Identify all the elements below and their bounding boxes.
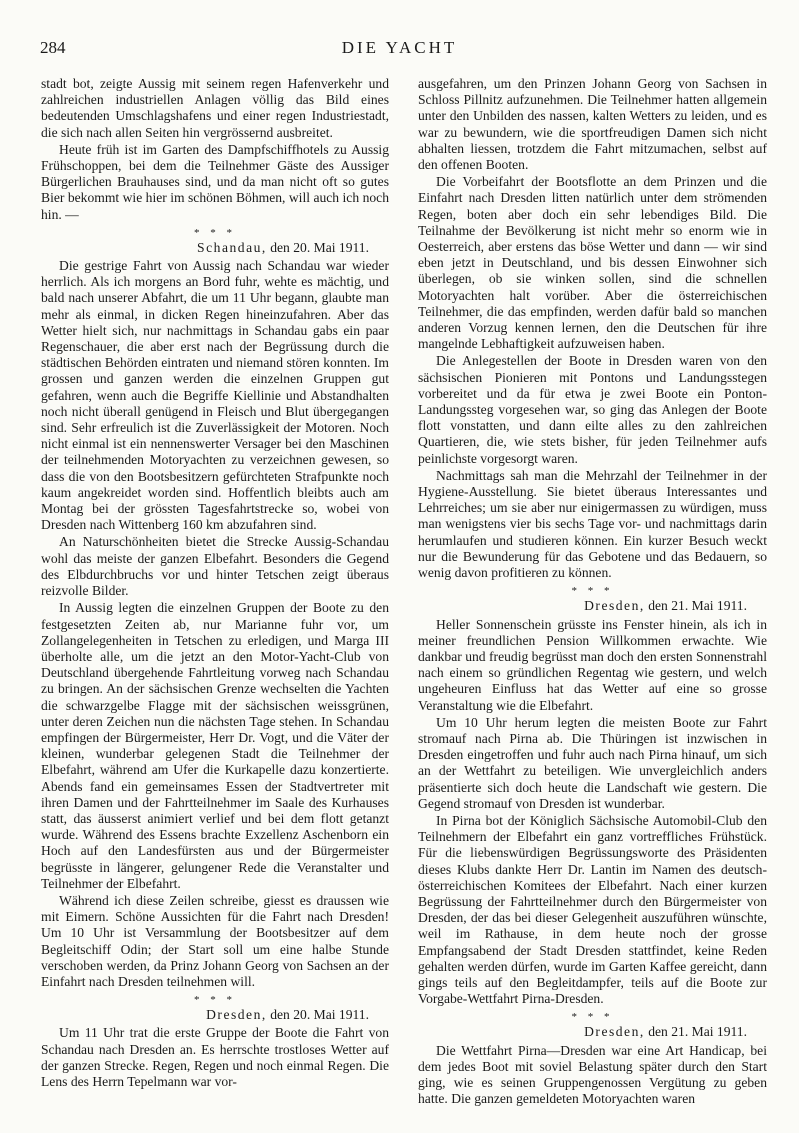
paragraph: Heute früh ist im Garten des Dampfschiffhotels zu Aussig Frühschoppen, bei dem die Teilnehmer Gäste des Aussiger Bürgerlichen Brauhauses sind, und da man nicht oft so gutes Bier bekommt wie hier im schönen Böhmen, will auch ich noch hin. — (41, 141, 389, 222)
dateline (41, 240, 369, 256)
section-separator: * * * (194, 994, 236, 1007)
dateline-date: den 20. Mai 1911. (270, 239, 369, 255)
dateline-date: den 20. Mai 1911. (270, 1007, 369, 1023)
paragraph: Die Wettfahrt Pirna—Dresden war eine Art Handicap, bei dem jedes Boot mit soviel Belastung später durch den Start ging, wie es seinen Gruppengenossen Vergütung zu geben hatte. Die ganzen gemeldeten Motoryachten waren (418, 1042, 767, 1107)
dateline (418, 1024, 747, 1040)
dateline-date: den 21. Mai 1911. (648, 1024, 747, 1040)
page-number: 284 (40, 38, 66, 57)
dateline (418, 598, 747, 614)
paragraph: Heller Sonnenschein grüsste ins Fenster hinein, als ich in meiner freundlichen Pension Willkommen erwachte. Wie dankbar und freudig begrüsst man doch den ersten Sonnenstrahl nach einem so gründlichen Regentag wie gestern, und welch ungeheuren Einfluss hat das Wetter auf eine so grosse Veranstaltung wie die Elbefahrt. (418, 616, 767, 713)
page-header (0, 38, 799, 68)
paragraph: Um 10 Uhr herum legten die meisten Boote zur Fahrt stromauf nach Pirna ab. Die Thüringen ist inzwischen in Dresden eingetroffen und fuhr auch nach Pirna hinauf, um sich an der Wettfahrt zu beteiligen. Wie unvergleichlich anders präsentierte sich doch heute die Landschaft wie gestern. Die Gegend stromauf von Dresden ist wunderbar. (418, 714, 767, 811)
paragraph: An Naturschönheiten bietet die Strecke Aussig-Schandau wohl das meiste der ganzen Elbefahrt. Besonders die Gegend des Elbdurchbruchs vor und hinter Tetschen zeigt überaus reizvolle Bilder. (41, 534, 389, 599)
paragraph: stadt bot, zeigte Aussig mit seinem regen Hafenverkehr und zahlreichen industriellen Anlagen völlig das Bild eines bedeutenden Umschlagshafens und einer regen Industriestadt, die sich nach allen Seiten hin vergrössernd ausbreitet. (41, 76, 389, 140)
section-separator: * * * (194, 226, 236, 239)
paragraph: In Aussig legten die einzelnen Gruppen der Boote zu den festgesetzten Zeiten ab, nur Marianne fuhr vor, um Zollangelegenheiten in Tetschen zu erledigen, und Marga III überholte alle, um die jetzt an den Motor-Yacht-Club von Deutschland übergehende Fahrtleitung vorweg nach Schandau zu bringen. An der sächsischen Grenze wechselten die Yachten die schwarzgelbe Flagge mit der sächsischen weissgrünen, unter deren Zeichen nun die nächsten Tage stehen. In Schandau empfingen der Bürgermeister, Herr Dr. Vogt, und die Väter der kleinen, wunderbar gelegenen Stadt die Teilnehmer der Elbefahrt, während am Ufer die Kurkapelle dazu konzertierte. Abends fand ein gemeinsames Essen der Stadtvertreter mit ihren Damen und der Fahrtteilnehmer im Saale des Kurhauses statt, das äusserst animiert verlief und bei dem flott getanzt wurde. Während des Essens brachte Exzellenz Aschenborn ein Hoch auf den Landesfürsten aus und der Bürgermeister begrüsste in längerer, gelungener Rede die Veranstalter und Teilnehmer der Elbefahrt. (41, 600, 389, 891)
dateline (41, 1007, 369, 1023)
section-separator: * * * (571, 1011, 614, 1024)
section-separator: * * * (571, 585, 614, 598)
paragraph: Um 11 Uhr trat die erste Gruppe der Boote die Fahrt von Schandau nach Dresden an. Es herrschte trostloses Wetter auf der ganzen Strecke. Regen, Regen und noch einmal Regen. Die Lens des Herrn Tepelmann war vor- (41, 1025, 389, 1089)
paragraph: ausgefahren, um den Prinzen Johann Georg von Sachsen in Schloss Pillnitz aufzunehmen. Die Teilnehmer hatten allgemein unter den Unbilden des nassen, kalten Wetters zu leiden, und es war zu bewundern, wie die sportfreudigen Damen sich nicht abhalten liessen, trotzdem die Fahrt mitzumachen, selbst auf den offenen Booten. (418, 76, 767, 173)
paragraph: In Pirna bot der Königlich Sächsische Automobil-Club den Teilnehmern der Elbefahrt ein ganz vortreffliches Frühstück. Für die liebenswürdigen Begrüssungsworte des Präsidenten dieses Klubs dankte Herr Dr. Lantin im Namen des deutsch-österreichischen Komitees der Elbefahrt. Nach einer kurzen Begrüssung der Fahrtteilnehmer durch den Bürgermeister von Dresden, der das bei dieser Gelegenheit auszuführen wünschte, weil im Rathause, in dem heute noch der grosse Empfangsabend der Stadt Dresden stattfindet, keine Reden gehalten werden dürfen, wurde im Garten Kaffee gereicht, dann gings teils auf den Begleitdampfer, teils auf die Boote zur Vorgabe-Wettfahrt Pirna-Dresden. (418, 812, 767, 1007)
dateline-date: den 21. Mai 1911. (648, 598, 747, 614)
left-column (41, 76, 389, 1090)
dateline-place: Dresden, (584, 598, 645, 614)
paragraph: Nachmittags sah man die Mehrzahl der Teilnehmer in der Hygiene-Ausstellung. Sie bietet überaus Interessantes und Lehrreiches; um sie aber nur einigermassen zu würdigen, muss man wenigstens vier bis sechs Tage vor- und nachmittags darin herumlaufen und studieren können. Ein kurzer Besuch weckt nur die Bewunderung für das Gebotene und das Bedauern, so wenig davon profitieren zu können. (418, 467, 767, 581)
dateline-place: Dresden, (584, 1024, 645, 1040)
paragraph: Die Anlegestellen der Boote in Dresden waren von den sächsischen Pionieren mit Pontons und Landungsstegen vorbereitet und da für etwa je zwei Boote ein Ponton-Landungssteg vorgesehen war, so ging das Anlegen der Boote flott vonstatten, und dann eilte alles zu den zahlreichen Quartieren, die, wie stets bisher, für jeden Teilnehmer aufs peinlichste vorgesorgt waren. (418, 353, 767, 466)
paragraph: Die gestrige Fahrt von Aussig nach Schandau war wieder herrlich. Als ich morgens an Bord fuhr, wehte es mächtig, und bald nach unserer Abfahrt, die um 11 Uhr begann, glaubte man mehr als einmal, in dicken Regen hineinzufahren. Aber das Wetter hielt sich, nur nachmittags in Schandau gabs ein paar Regenschauer, die aber erst nach der Begrüssung durch die städtischen Behörden eintraten und niemand stören konnten. Im grossen und ganzen werden die einzelnen Gruppen gut gefahren, wenn auch die Begriffe Kiellinie und Abstandhalten noch nicht überall genügend in Fleisch und Blut übergegangen sind. Sehr erfreulich ist die Zuverlässigkeit der Motoren. Noch nicht einmal ist ein nennenswerter Versager bei den Maschinen der teilnehmenden Motoryachten zu verzeichnen gewesen, so dass die von den Bootsbesitzern gefürchteten Strafpunkte noch kaum angekreidet worden sind. Hoffentlich bleibts auch am Montag bei der grössten Tagesfahrtstrecke so, wobei von Dresden nach Wittenberg 160 km abzufahren sind. (41, 258, 389, 533)
paragraph: Während ich diese Zeilen schreibe, giesst es draussen wie mit Eimern. Schöne Aussichten für die Fahrt nach Dresden! Um 10 Uhr ist Versammlung der Bootsbesitzer auf dem Begleitschiff Odin; der Start soll um eine halbe Stunde verschoben werden, da Prinz Johann Georg von Sachsen an der Einfahrt nach Dresden teilnehmen will. (41, 892, 389, 989)
dateline-place: Dresden, (206, 1007, 267, 1023)
dateline-place: Schandau, (197, 239, 267, 255)
paragraph: Die Vorbeifahrt der Bootsflotte an dem Prinzen und die Einfahrt nach Dresden litten natürlich unter dem strömenden Regen, boten aber doch ein sehr lebendiges Bild. Die Teilnahme der Bevölkerung ist nicht mehr so enorm wie in Oesterreich, aber erstens das böse Wetter und dann — wir sind eben jetzt in Deutschland, und bis dessen Einwohner sich überlegen, ob sie winken sollen, sind die schnellen Motoryachten halt vorüber. Aber die österreichischen Teilnehmer, die das empfinden, werden dafür bald so manchen anderen Vorzug kennen lernen, den die Deutschen für ihre mangelnde Lebhaftigkeit aufzuweisen haben. (418, 174, 767, 352)
running-title: DIE YACHT (341, 38, 458, 57)
right-column (418, 76, 767, 1107)
